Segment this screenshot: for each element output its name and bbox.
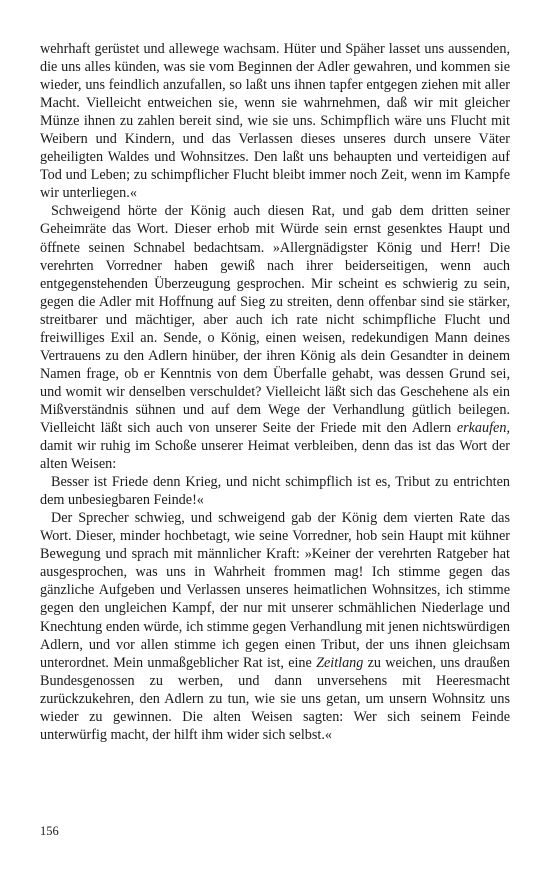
paragraph-text: Der Sprecher schwieg, und schweigend gab der König dem vierten Rate das Wort. Dieser, minder hochbetagt, wie seine Vorredner, hob sein Haupt mit kühner Bewegung und sprach mit männlicher Kraft: »Keiner der verehrten Ratgeber hat ausgesprochen, was uns in Wahrheit frommen mag! Ich stimme gegen das gänzliche Aufgeben und Verlassen unseres heimatlichen Wohnsitzes, ich stimme gegen den ungleichen Kampf, der nur mit unserer schmählichen Niederlage und Knechtung enden würde, ich stimme gegen Verhandlung mit jenen nichtswürdigen Adlern, und vor allen stimme ich gegen einen Tribut, der uns ihnen gleichsam unterordnet. Mein unmaßgeblicher Rat ist, eine (40, 510, 510, 671)
emphasis-text: erkaufen, (456, 419, 510, 436)
paragraph-third-counselor (40, 202, 510, 473)
verse-text: Besser ist Friede denn Krieg, und nicht schimpflich ist es, Tribut zu entrichten dem unbesiegbaren Feinde!« (40, 474, 510, 509)
paragraph-text: zu weichen, uns draußen Bundesgenossen zu werben, und dann unversehens mit Heeresmacht zurückzukehren, den Adlern zu tun, wie sie uns getan, um unsern Wohnsitz uns wieder zu gewinnen. Die alten Weisen sagten: Wer sich seinem Feinde unterwürfig macht, der hilft ihm wider sich selbst.« (40, 654, 510, 743)
paragraph-verse (40, 473, 510, 509)
paragraph-text: Schweigend hörte der König auch diesen Rat, und gab dem dritten seiner Geheimräte das Wort. Dieser erhob mit Würde sein ernst gesenktes Haupt und öffnete seinen Schnabel bedachtsam. »Allergnädigster König und Herr! Die verehrten Vorredner haben gewiß nach ihrer beiderseitigen, wenn auch entgegenstehenden Überzeugung gesprochen. Mir scheint es schwierig zu sein, gegen die Adler mit Hoffnung auf Sieg zu streiten, denn offenbar sind sie stärker, streitbarer und mächtiger, aber auch ich rate nicht schimpfliche Flucht und freiwilliges Exil an. Sende, o König, einen weisen, redekundigen Mann deines Vertrauens zu den Adlern hinüber, der ihren König als dein Gesandter in deinem Namen frage, ob er Kenntnis von dem Überfalle gehabt, was dessen Grund sei, und womit wir denselben verschuldet? Vielleicht läßt sich das Geschehene als ein Mißverständnis sühnen und auf dem Wege der Verhandlung gütlich beilegen. Vielleicht läßt sich auch von unserer Seite der Friede mit den Adlern (40, 203, 510, 436)
paragraph-text: wehrhaft gerüstet und allewege wachsam. Hüter und Späher lasset uns aussenden, die uns alles künden, was sie vom Beginnen der Adler gewahren, und kommen sie wieder, uns feindlich anzufallen, so laßt uns ihnen tapfer entgegen ziehen mit aller Macht. Vielleicht entweichen sie, wenn sie wahrnehmen, daß wir mit gleicher Münze ihnen zu zahlen bereit sind, wie sie uns. Schimpflich wäre uns Flucht mit Weibern und Kindern, und das Verlassen dieses unseres durch unsere Väter geheiligten Waldes und Wohnsitzes. Den laßt uns behaupten und verteidigen auf Tod und Leben; zu schimpflicher Flucht bleibt immer noch Zeit, wenn im Kampfe wir unterliegen.« (40, 41, 510, 202)
paragraph-text: damit wir ruhig im Schoße unserer Heimat verbleiben, denn das ist das Wort der alten Weisen: (40, 438, 510, 473)
paragraph-continuation (40, 40, 510, 202)
emphasis-text: Zeitlang (316, 654, 364, 671)
paragraph-fourth-counselor (40, 509, 510, 744)
page-number: 156 (40, 824, 59, 838)
book-page (40, 40, 510, 744)
body-text (40, 40, 510, 744)
